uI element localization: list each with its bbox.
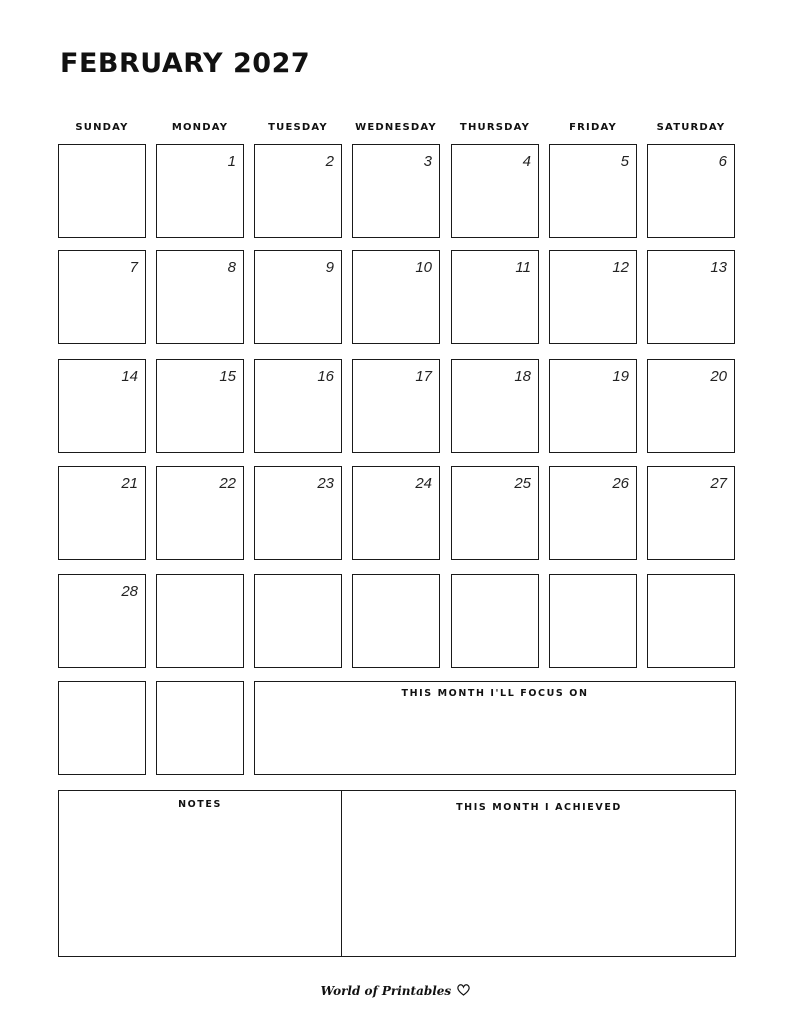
day-number: 2: [325, 153, 334, 170]
day-number: 11: [515, 259, 531, 276]
weekday-label-saturday: SATURDAY: [656, 122, 726, 133]
weekday-label-thursday: THURSDAY: [459, 122, 531, 133]
focus-box[interactable]: [254, 681, 736, 775]
day-cell-15[interactable]: [156, 359, 244, 453]
day-cell-11[interactable]: [451, 250, 539, 344]
weekday-label-friday: FRIDAY: [569, 122, 617, 133]
day-cell-22[interactable]: [156, 466, 244, 560]
empty-day-cell[interactable]: [647, 574, 735, 668]
extra-cell: [58, 681, 146, 775]
day-cell-9[interactable]: [254, 250, 342, 344]
day-cell-19[interactable]: [549, 359, 637, 453]
day-number: 5: [620, 153, 629, 170]
achieved-box[interactable]: [343, 791, 735, 956]
day-cell-3[interactable]: [352, 144, 440, 238]
day-number: 28: [121, 583, 138, 600]
notes-box[interactable]: [59, 791, 341, 956]
day-number: 12: [612, 259, 629, 276]
day-cell-14[interactable]: [58, 359, 146, 453]
empty-day-cell[interactable]: [58, 144, 146, 238]
day-number: 15: [219, 368, 236, 385]
day-cell-25[interactable]: [451, 466, 539, 560]
empty-day-cell[interactable]: [549, 574, 637, 668]
day-number: 1: [227, 153, 236, 170]
day-number: 23: [317, 475, 334, 492]
weekday-label-tuesday: TUESDAY: [268, 122, 328, 133]
day-number: 13: [710, 259, 727, 276]
day-cell-28[interactable]: [58, 574, 146, 668]
day-number: 27: [710, 475, 727, 492]
day-cell-2[interactable]: [254, 144, 342, 238]
day-cell-13[interactable]: [647, 250, 735, 344]
day-number: 19: [612, 368, 629, 385]
day-cell-7[interactable]: [58, 250, 146, 344]
day-cell-1[interactable]: [156, 144, 244, 238]
day-cell-24[interactable]: [352, 466, 440, 560]
day-cell-21[interactable]: [58, 466, 146, 560]
notes-divider: [341, 791, 342, 956]
page-title: FEBRUARY 2027: [60, 48, 311, 79]
day-cell-27[interactable]: [647, 466, 735, 560]
notes-label: NOTES: [178, 799, 222, 810]
day-number: 6: [718, 153, 727, 170]
empty-day-cell[interactable]: [451, 574, 539, 668]
day-number: 4: [522, 153, 531, 170]
day-cell-8[interactable]: [156, 250, 244, 344]
brand-text: World of Printables: [320, 984, 452, 998]
notes-section: [58, 790, 736, 957]
day-number: 22: [219, 475, 236, 492]
day-number: 10: [415, 259, 432, 276]
day-number: 26: [612, 475, 629, 492]
empty-day-cell[interactable]: [352, 574, 440, 668]
day-cell-26[interactable]: [549, 466, 637, 560]
weekday-label-monday: MONDAY: [171, 122, 229, 133]
day-cell-5[interactable]: [549, 144, 637, 238]
day-cell-17[interactable]: [352, 359, 440, 453]
day-number: 20: [710, 368, 727, 385]
day-number: 24: [415, 475, 432, 492]
day-number: 8: [227, 259, 236, 276]
focus-label: THIS MONTH I'LL FOCUS ON: [401, 688, 589, 699]
day-number: 14: [121, 368, 138, 385]
day-number: 25: [514, 475, 531, 492]
brand-logo: [0, 984, 791, 998]
day-cell-23[interactable]: [254, 466, 342, 560]
day-number: 16: [317, 368, 334, 385]
achieved-label: THIS MONTH I ACHIEVED: [456, 802, 622, 813]
empty-day-cell[interactable]: [156, 574, 244, 668]
day-cell-10[interactable]: [352, 250, 440, 344]
day-number: 17: [415, 368, 432, 385]
day-cell-16[interactable]: [254, 359, 342, 453]
day-number: 21: [121, 475, 138, 492]
weekday-label-sunday: SUNDAY: [75, 122, 129, 133]
day-number: 9: [325, 259, 334, 276]
empty-day-cell[interactable]: [254, 574, 342, 668]
day-cell-6[interactable]: [647, 144, 735, 238]
day-number: 18: [514, 368, 531, 385]
weekday-label-wednesday: WEDNESDAY: [355, 122, 437, 133]
day-number: 3: [423, 153, 432, 170]
heart-icon: [457, 984, 470, 996]
day-cell-4[interactable]: [451, 144, 539, 238]
day-cell-20[interactable]: [647, 359, 735, 453]
day-cell-18[interactable]: [451, 359, 539, 453]
extra-cell: [156, 681, 244, 775]
day-number: 7: [129, 259, 138, 276]
day-cell-12[interactable]: [549, 250, 637, 344]
